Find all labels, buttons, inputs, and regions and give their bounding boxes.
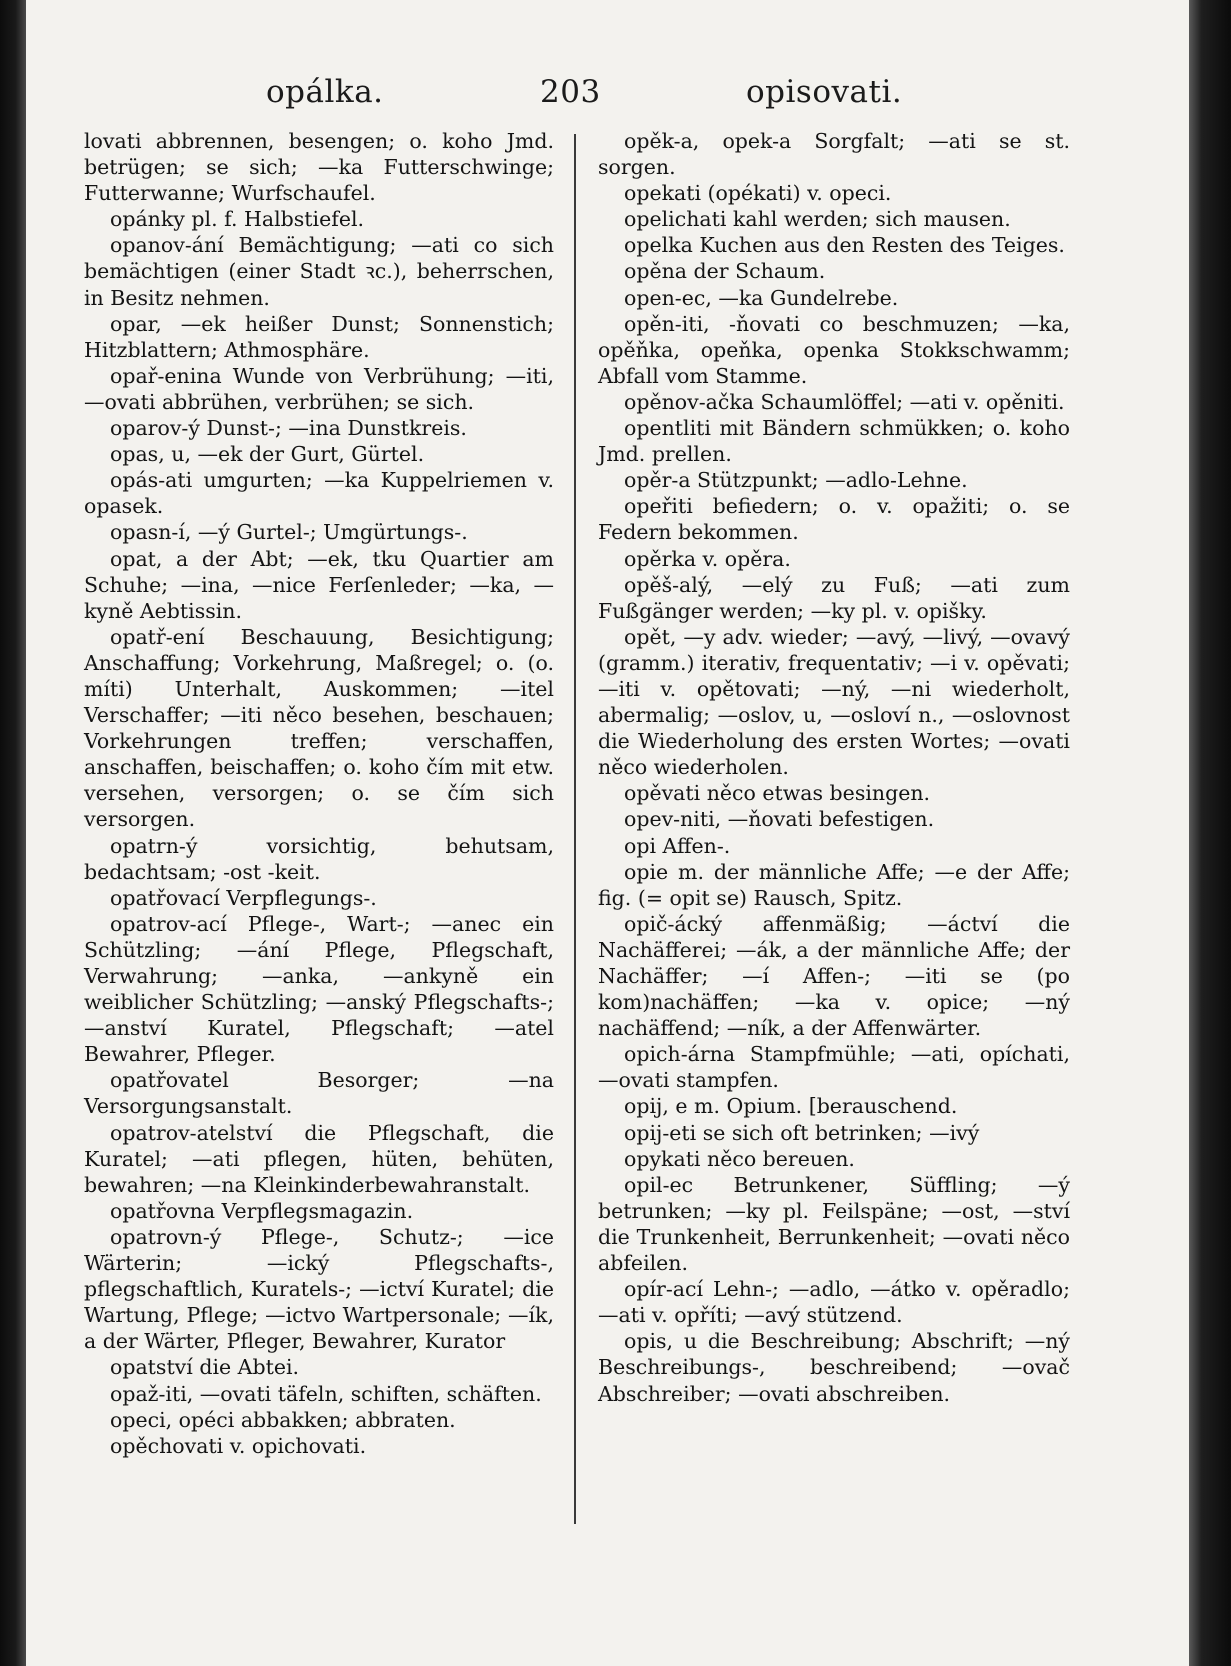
dictionary-entry: opír-ací Lehn-; —adlo, —átko v. opěradlo; —ati v. opříti; —avý stützend. [598,1277,1070,1328]
dictionary-entry: opas, u, —ek der Gurt, Gürtel. [110,442,425,467]
dictionary-entry: opěrka v. opěra. [624,546,791,571]
dictionary-entry: opis, u die Beschreibung; Abschrift; —ný Beschreibungs-, beschreibend; —ovač Abschreiber; —ovati abschreiben. [598,1329,1070,1406]
dictionary-entry: opeci, opéci abbakken; abbraten. [110,1407,456,1432]
dictionary-entry: opatrov-ací Pflege-, Wart-; —anec ein Schützling; —ání Pflege, Pflegschaft, Verwahrung; —anka, —ankyně ein weiblicher Schützling; —anský Pflegschafts-; —anství Kuratel, Pflegschaft; —atel Bewahrer, Pfleger. [84,911,554,1067]
dictionary-entry: opatství die Abtei. [110,1355,300,1380]
dictionary-entry: opař-enina Wunde von Verbrühung; —iti, —ovati abbrühen, verbrühen; se sich. [84,363,554,414]
dictionary-entry: opev-niti, —ňovati befestigen. [624,807,935,832]
dictionary-entry: opěchovati v. opichovati. [110,1433,367,1458]
dictionary-entry: opěna der Schaum. [624,259,826,284]
dictionary-entry: opatřovna Verpflegsmagazin. [110,1198,414,1223]
dictionary-entry: opij, e m. Opium. [berauschend. [624,1094,958,1119]
dictionary-page [26,0,1189,1666]
dictionary-entry: opij-eti se sich oft betrinken; —ivý [624,1120,980,1145]
dictionary-entry: oparov-ý Dunst-; —ina Dunstkreis. [110,416,467,441]
dictionary-entry: opekati (opékati) v. opeci. [624,181,892,206]
dictionary-entry: opatrov-atelství die Pflegschaft, die Kuratel; —ati pflegen, hüten, behüten, bewahren; —na Kleinkinderbewahranstalt. [84,1120,554,1197]
dictionary-entry: opasn-í, —ý Gurtel-; Umgürtungs-. [110,520,468,545]
dictionary-entry: opič-ácký affenmäßig; —áctví die Nachäfferei; —ák, a der männliche Affe; der Nachäffer; —í Affen-; —iti se (po kom)nachäffen; —ka v. opice; —ný nachäffend; —ník, a der Affenwärter. [598,911,1070,1041]
header-last-entry: opisovati. [746,74,903,110]
dictionary-entry: opěk-a, opek-a Sorgfalt; —ati se st. sorgen. [598,129,1070,180]
dictionary-entry: opěn-iti, -ňovati co beschmuzen; —ka, opěňka, opeňka, openka Stokkschwamm; Abfall vom Stamme. [598,311,1070,388]
dictionary-entry: opánky pl. f. Halbstiefel. [110,207,365,232]
dictionary-entry: opatrn-ý vorsichtig, behutsam, bedachtsam; -ost -keit. [84,833,554,884]
dictionary-entry: opelka Kuchen aus den Resten des Teiges. [624,233,1065,258]
dictionary-entry: opás-ati umgurten; —ka Kuppelriemen v. opasek. [84,468,554,519]
dictionary-entry: opat, a der Abt; —ek, tku Quartier am Schuhe; —ina, —nice Ferſenleder; —ka, —kyně Aebtissin. [84,546,554,623]
dictionary-entry: opykati něco bereuen. [624,1146,855,1171]
dictionary-entry: opěnov-ačka Schaumlöffel; —ati v. opěniti. [624,389,1065,414]
column-divider [574,134,576,1524]
dictionary-entry: opaž-iti, —ovati täfeln, schiften, schäften. [110,1381,542,1406]
right-column [598,128,1070,1407]
dictionary-entry: opentliti mit Bändern schmükken; o. koho Jmd. prellen. [598,416,1070,467]
dictionary-entry: opeřiti befiedern; o. v. opažiti; o. se Federn bekommen. [598,494,1070,545]
dictionary-entry: open-ec, —ka Gundelrebe. [624,285,899,310]
page-number: 203 [540,74,601,110]
scan-border-right [1189,0,1231,1666]
header-first-entry: opálka. [266,74,384,110]
dictionary-entry: opět, —y adv. wieder; —avý, —livý, —ovavý (gramm.) iterativ, frequentativ; —i v. opěvati; —iti v. opětovati; —ný, —ni wiederholt, abermalig; —oslov, u, —osloví n., —oslovnost die Wiederholung des ersten Wortes; —ovati něco wiederholen. [598,624,1070,780]
dictionary-entry: opich-árna Stampfmühle; —ati, opíchati, —ovati stampfen. [598,1042,1070,1093]
dictionary-entry: lovati abbrennen, besengen; o. koho Jmd. betrügen; se sich; —ka Futterschwinge; Futterwanne; Wurfschaufel. [84,129,554,206]
dictionary-entry: opatř-ení Beschauung, Besichtigung; Anschaffung; Vorkehrung, Maßregel; o. (o. míti) Unterhalt, Auskommen; —itel Verschaffer; —iti něco besehen, beschauen; Vorkehrungen treffen; verschaffen, anschaffen, beischaffen; o. koho čím mit etw. versehen, versorgen; o. se čím sich versorgen. [84,624,554,832]
dictionary-entry: opil-ec Betrunkener, Süffling; —ý betrunken; —ky pl. Feilspäne; —ost, —ství die Trunkenheit, Berrunkenheit; —ovati něco abfeilen. [598,1172,1070,1276]
dictionary-entry: opěvati něco etwas besingen. [624,781,931,806]
running-header [26,74,1189,122]
dictionary-entry: opanov-ání Bemächtigung; —ati co sich bemächtigen (einer Stadt ꝛc.), beherrschen, in Besitz nehmen. [84,233,554,310]
scan-border-left [0,0,26,1666]
dictionary-entry: opar, —ek heißer Dunst; Sonnenstich; Hitzblattern; Athmosphäre. [84,311,554,362]
dictionary-entry: opěr-a Stützpunkt; —adlo-Lehne. [624,468,968,493]
dictionary-entry: opie m. der männliche Affe; —e der Affe; fig. (= opit se) Rausch, Spitz. [598,859,1070,910]
dictionary-entry: opatřovací Verpflegungs-. [110,885,377,910]
dictionary-entry: opelichati kahl werden; sich mausen. [624,207,1011,232]
dictionary-entry: opatrovn-ý Pflege-, Schutz-; —ice Wärterin; —ický Pflegschafts-, pflegschaftlich, Kuratels-; —ictví Kuratel; die Wartung, Pflege; —ictvo Wartpersonale; —ík, a der Wärter, Pfleger, Bewahrer, Kurator [84,1224,554,1354]
left-column [84,128,554,1459]
dictionary-entry: opi Affen-. [624,833,731,858]
dictionary-entry: opěš-alý, —elý zu Fuß; —ati zum Fußgänger werden; —ky pl. v. opišky. [598,572,1070,623]
dictionary-entry: opatřovatel Besorger; —na Versorgungsanstalt. [84,1068,554,1119]
